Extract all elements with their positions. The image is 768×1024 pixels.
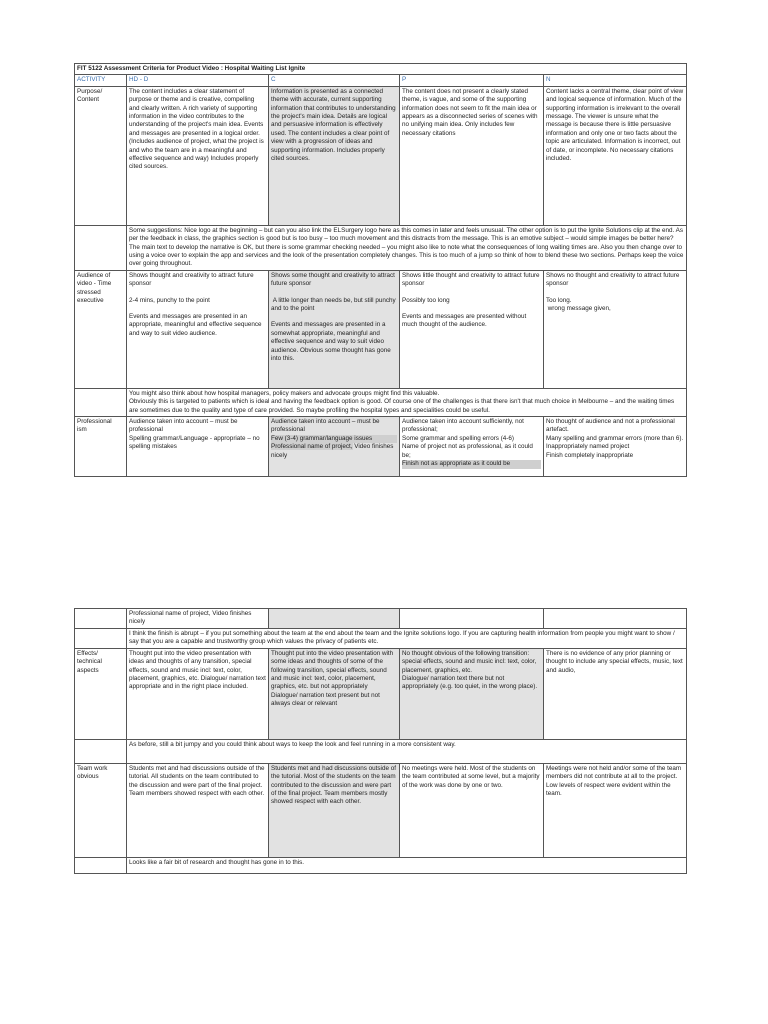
teamwork-p-cell: No meetings were held. Most of the students on the team contributed at some level, but a majority of the work was done by one or two. (400, 763, 544, 857)
professionalism-hd-line-1: Audience taken into account – must be professional (129, 418, 240, 434)
professionalism-n-line-3: Inappropriately named project (546, 443, 630, 451)
teamwork-n-cell: Meetings were not held and/or some of the team members did not contribute at all to the project. Low levels of respect were evident within the team. (544, 763, 687, 857)
audience-c-line-3: Events and messages are presented in a somewhat appropriate, meaningful and effective sequence and way to suit video audience. Obvious some thought has gone into this. (271, 321, 393, 363)
header-n: N (544, 75, 687, 86)
audience-comment-spacer (75, 388, 127, 416)
effects-comment-row (75, 739, 687, 763)
header-hd-d: HD - D (127, 75, 269, 86)
header-row (75, 75, 687, 86)
professionalism-row (75, 417, 687, 477)
professionalism-n-line-2: Many spelling and grammar errors (more than 6). (546, 434, 684, 442)
audience-n-line-2: Too long. wrong message given, (546, 296, 611, 313)
header-c: C (269, 75, 400, 86)
teamwork-comment: Looks like a fair bit of research and thought has gone in to this. (127, 857, 687, 873)
purpose-hd-text: The content includes a clear statement of purpose or theme and is creative, compelling and clearly written. A rich variety of supporting information in the video contributes to the understanding of the project's main idea. Events and messages are presented in a logical order. (Includes audience of project, what the project is and who the team are in a meaningful and effective sequence and way) Includes properly cited sources. (129, 87, 264, 171)
effects-label: Effects/ technical aspects (75, 648, 127, 739)
effects-comment: As before, still a bit jumpy and you could think about ways to keep the look and feel running in a more consistent way. (127, 739, 687, 763)
audience-comment-text: You might also think about how hospital managers, policy makers and advocate groups might find this valuable. Obviously this is targeted to patients which is ideal and having the feedback option is good. Of course one of the challenges is that there isn't that much choice in Melbourne – and the waiting times are sometimes due to the quality and type of care provided. So maybe profiling the hospital types and specialities could be useful. (129, 389, 675, 414)
effects-p-cell (400, 648, 544, 739)
professionalism-n-line-4: Finish completely inappropriate (546, 451, 634, 459)
purpose-c-cell: Information is presented as a connected theme with accurate, current supporting information that contributes to understanding the project's main idea. Details are logical and persuasive information is effectively used. The content includes a clear point of view with a progression of ideas and supporting information. Includes properly cited sources. (269, 86, 400, 225)
audience-p-cell (400, 270, 544, 388)
effects-n-cell: There is no evidence of any prior planning or thought to include any special effects, music, text and audio, (544, 648, 687, 739)
purpose-comment-spacer (75, 225, 127, 270)
rubric-table-1 (74, 63, 687, 477)
audience-c-cell (269, 270, 400, 388)
professionalism-hd-cell (127, 417, 269, 477)
professionalism-label-line-1: Professional (77, 418, 112, 426)
professionalism-continued-hd: Professional name of project, Video finishes nicely (127, 609, 269, 629)
audience-comment (127, 388, 687, 416)
professionalism-comment-row (75, 629, 687, 649)
audience-hd-line-2: 2-4 mins, punchy to the point (129, 296, 210, 304)
audience-hd-line-3: Events and messages are presented in an appropriate, meaningful and effective sequence and way to suit video audience. (129, 313, 264, 337)
professionalism-continued-spacer (75, 609, 127, 629)
professionalism-n-cell (544, 417, 687, 477)
audience-hd-line-1: Shows thought and creativity to attract future sponsor (129, 271, 256, 288)
professionalism-p-line-3: Name of project not as professional, as it could be; (402, 443, 535, 459)
effects-hd-cell: Thought put into the video presentation with ideas and thoughts of any transition, special effects, sound and music incl: text, color, placement, graphics, etc. Dialogue/ narration text appropriate and in the right place included. (127, 648, 269, 739)
effects-comment-spacer (75, 739, 127, 763)
title-row (75, 64, 687, 75)
audience-p-line-2: Possibly too long (402, 296, 450, 304)
header-p: P (400, 75, 544, 86)
audience-p-line-3: Events and messages are presented without much thought of the audience. (402, 313, 529, 329)
teamwork-row (75, 763, 687, 857)
professionalism-p-line-4: Finish not as appropriate as it could be (402, 460, 541, 468)
audience-row (75, 270, 687, 388)
professionalism-label-line-2: ism (77, 426, 87, 434)
audience-p-line-1: Shows little thought and creativity to attract future sponsor (402, 271, 542, 288)
purpose-row (75, 86, 687, 225)
professionalism-continued-n (544, 609, 687, 629)
professionalism-p-line-1: Audience taken into account sufficiently, not professional; (402, 418, 526, 434)
audience-c-line-2: A little longer than needs be, but still punchy and to the point (271, 296, 398, 313)
professionalism-c-line-3: Professional name of project, (271, 443, 353, 451)
audience-comment-row (75, 388, 687, 416)
professionalism-p-line-2: Some grammar and spelling errors (4-6) (402, 434, 514, 442)
professionalism-c-line-2: Few (3-4) grammar/language issues (271, 435, 397, 443)
teamwork-hd-cell: Students met and had discussions outside of the tutorial. All students on the team contributed to the discussion and were part of the final project. Team members showed respect with each other. (127, 763, 269, 857)
professionalism-n-line-1: No thought of audience and not a professional artefact. (546, 418, 677, 434)
professionalism-c-line-1: Audience taken into account – must be professional (271, 418, 382, 434)
purpose-hd-cell (127, 86, 269, 225)
effects-p-text: No thought obvious of the following transition: special effects, sound and music incl: text, color, placement, graphics, etc. Dialogue/ narration text there but not appropriately (e.g. too quiet, in the wrong place). (402, 649, 538, 691)
audience-n-line-1: Shows no thought and creativity to attract future sponsor (546, 271, 682, 288)
teamwork-comment-row (75, 857, 687, 873)
audience-hd-cell (127, 270, 269, 388)
purpose-comment: Some suggestions: Nice logo at the beginning – but can you also link the ELSurgery logo here as this comes in later and feels unusual. The other option is to put the Ignite Solutions clip at the end. As per the feedback in class, the graphics section is good but is too busy – too much movement and this distracts from the message. This is an emotive subject – would simple images be better here? The main text to develop the narrative is OK, but there is some grammar checking needed – you might also like to note what the consequences of long waiting times are. Also you then change over to using a voice over to explain the app and services and the look of the presentation completely changes. This is too much of a jump so think of how to blend these two sections. Perhaps keep the voice over going throughout. (127, 225, 687, 270)
professionalism-c-cell (269, 417, 400, 477)
teamwork-label: Team work obvious (75, 763, 127, 857)
effects-row (75, 648, 687, 739)
professionalism-label (75, 417, 127, 477)
document-title: FIT 5122 Assessment Criteria for Product Video : Hospital Waiting List Ignite (75, 64, 687, 75)
professionalism-c-line-4: Video finishes nicely (271, 443, 396, 459)
purpose-label: Purpose/ Content (75, 86, 127, 225)
professionalism-continued-p (400, 609, 544, 629)
professionalism-comment: I think the finish is abrupt – if you put something about the team at the end about the team and the Ignite solutions logo. If you are capturing health information from people you might want to show / say that you are a capable and trustworthy group which values the privacy of patients etc. (127, 629, 687, 649)
purpose-n-cell: Content lacks a central theme, clear point of view and logical sequence of information. Much of the supporting information is irrelevant to the overall message. The viewer is unsure what the message is because there is little persuasive information and only one or two facts about the topic are articulated. Information is incorrect, out of date, or incomplete. No necessary citations included. (544, 86, 687, 225)
professionalism-comment-spacer (75, 629, 127, 649)
audience-c-line-1: Shows some thought and creativity to attract future sponsor (271, 271, 397, 288)
teamwork-c-cell: Students met and had discussions outside of the tutorial. Most of the students on the team contributed to the discussion and were part of the final project. Team members mostly showed respect with each other. (269, 763, 400, 857)
professionalism-hd-line-2: Spelling grammar/Language - appropriate – no spelling mistakes (129, 434, 262, 451)
professionalism-continued-c (269, 609, 400, 629)
audience-n-cell (544, 270, 687, 388)
header-activity: ACTIVITY (75, 75, 127, 86)
audience-label: Audience of video - Time stressed executive (75, 270, 127, 388)
purpose-comment-row (75, 225, 687, 270)
purpose-p-cell: The content does not present a clearly stated theme, is vague, and some of the supporting information does not seem to fit the main idea or appears as a disconnected series of scenes with no unifying main idea. Only includes few necessary citations (400, 86, 544, 225)
rubric-table-2 (74, 608, 687, 874)
effects-c-cell (269, 648, 400, 739)
professionalism-p-cell (400, 417, 544, 477)
effects-c-text: Thought put into the video presentation with some ideas and thoughts of some of the following transition, special effects, sound and music incl: text, color, placement, graphics, etc. but not appropriately Dialogue/ narration text present but not always clear or relevant (271, 649, 394, 708)
teamwork-comment-spacer (75, 857, 127, 873)
professionalism-continued-row (75, 609, 687, 629)
